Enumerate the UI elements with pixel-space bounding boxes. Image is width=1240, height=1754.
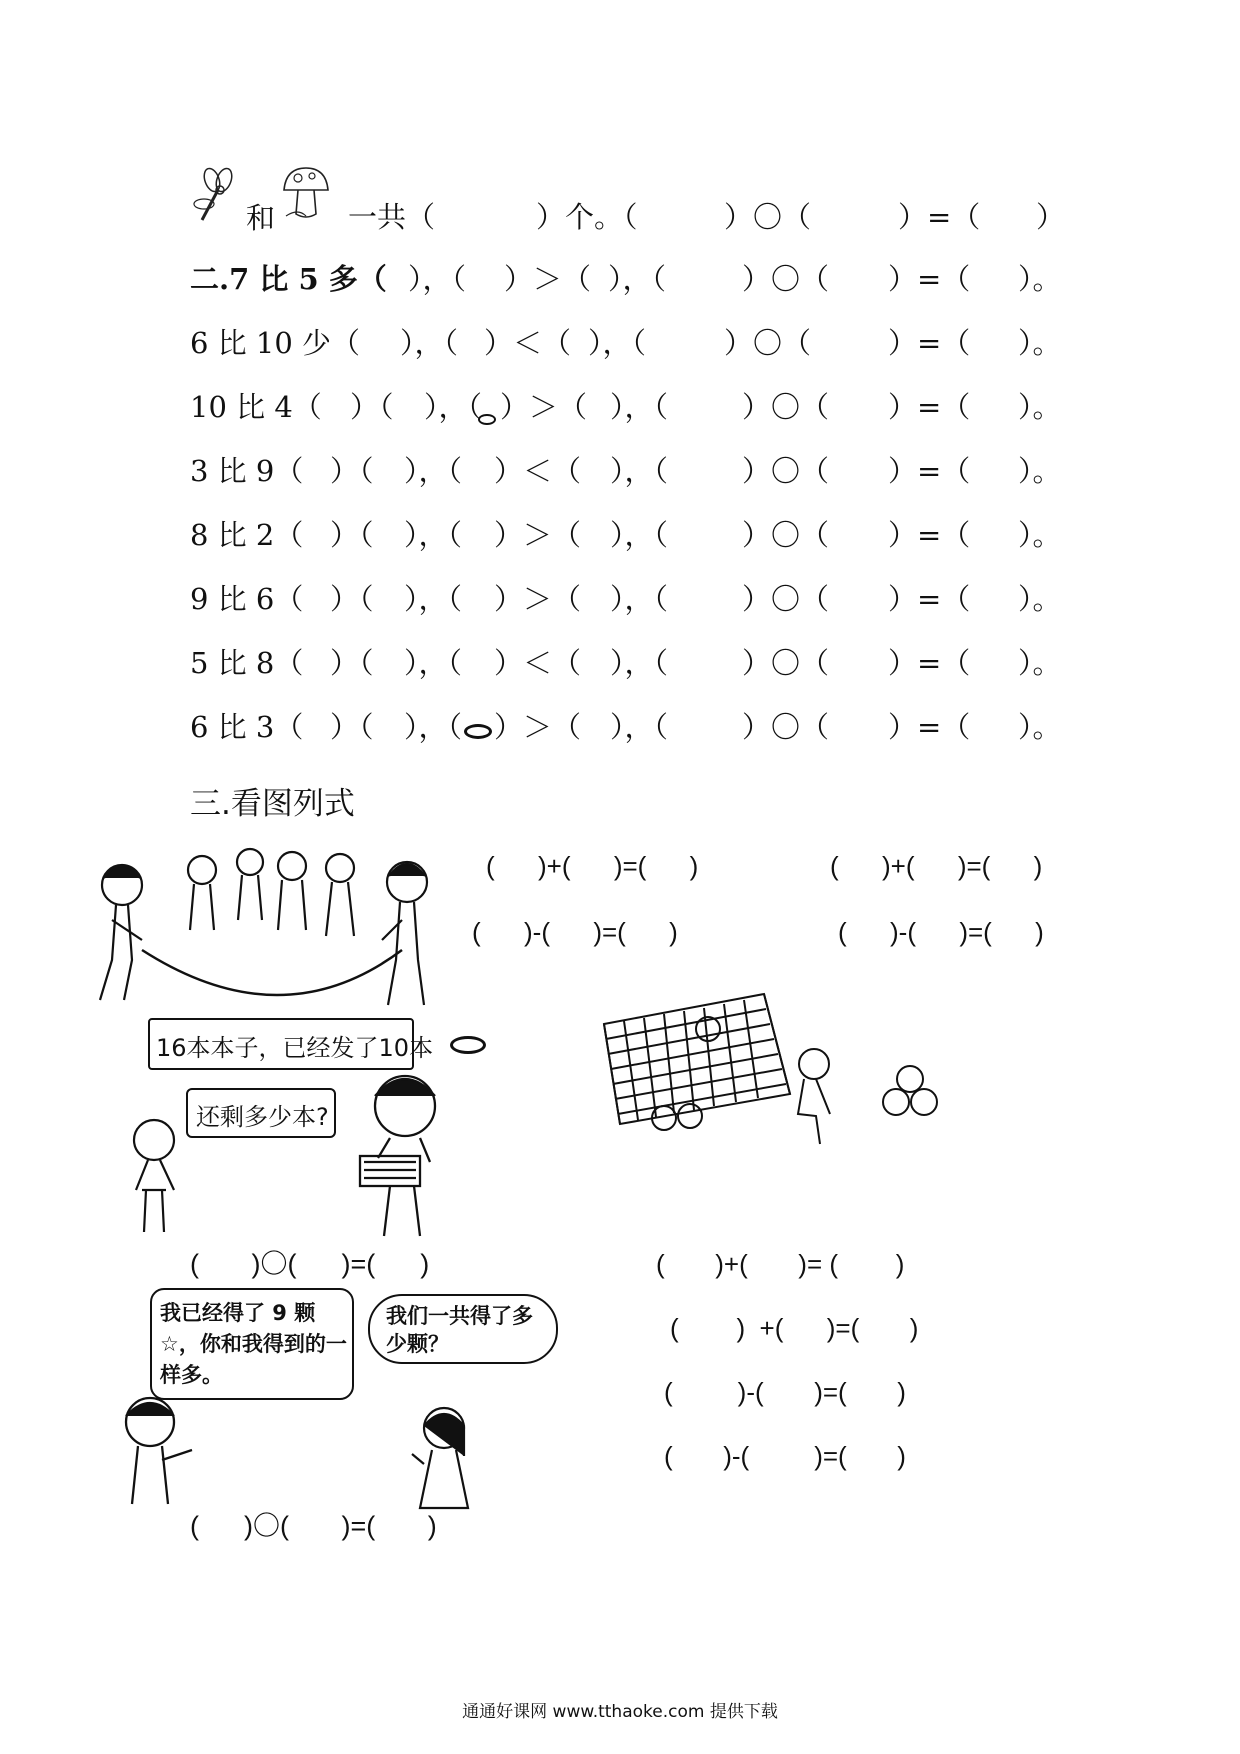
row-rel: ）＞（ xyxy=(494,582,582,616)
speech-bubble-question xyxy=(186,1088,336,1138)
row-op: ）〇（ xyxy=(742,582,830,616)
row-eq: ）=（ xyxy=(888,326,971,360)
row-eq: ）=（ xyxy=(888,710,971,744)
compare-row-1 xyxy=(0,254,1240,304)
and-text: 和 xyxy=(246,201,276,235)
girl-illustration xyxy=(410,1398,480,1508)
compare-row-8 xyxy=(0,702,1240,752)
rope-sub-left: ( )-( )=( ) xyxy=(472,917,678,947)
row-part2: ）（ xyxy=(330,518,374,552)
row-prefix: 3 比 9（ xyxy=(190,454,304,488)
equals-text: ）=（ xyxy=(898,200,981,234)
row-op: ）〇（ xyxy=(724,326,812,360)
row-eq: ）=（ xyxy=(888,454,971,488)
compare-row-2 xyxy=(0,318,1240,368)
blank-oval xyxy=(464,724,492,739)
jump-rope-illustration xyxy=(82,840,454,1010)
row-prefix: 10 比 4（ xyxy=(190,390,322,424)
row-end: ）。 xyxy=(1018,390,1062,424)
close-text: ） xyxy=(1036,200,1066,234)
row-part2: ），（ xyxy=(400,326,459,360)
row-part3: ），（ xyxy=(610,390,669,424)
speech-bubble-stars xyxy=(150,1288,354,1400)
row-end: ）。 xyxy=(1018,326,1062,360)
rope-add-left: ( )+( )=( ) xyxy=(486,851,699,881)
bubble-text: 还剩多少本? xyxy=(196,1103,329,1131)
row-part3: ），（ xyxy=(610,518,669,552)
row-part3: ），（ xyxy=(610,710,669,744)
row-prefix: 6 比 3（ xyxy=(190,710,304,744)
soccer-eq-1: ( )+( )= ( ) xyxy=(656,1249,905,1279)
row-part2: ）（ xyxy=(350,390,394,424)
row-eq: ）=（ xyxy=(888,518,971,552)
row-prefix: 6 比 10 少（ xyxy=(190,326,361,360)
row-rel: ）＞（ xyxy=(494,518,582,552)
boy-with-books-illustration xyxy=(350,1066,460,1244)
row-part2b: ），（ xyxy=(404,582,463,616)
rope-sub-right: ( )-( )=( ) xyxy=(838,917,1044,947)
row-end: ）。 xyxy=(1018,454,1062,488)
row-eq: ）=（ xyxy=(888,582,971,616)
row-part3: ），（ xyxy=(610,454,669,488)
row-part2: ）（ xyxy=(330,710,374,744)
soccer-eq-2: ( ) +( )=( ) xyxy=(670,1313,919,1343)
bubble-text: 16本本子，已经发了10本 xyxy=(156,1034,434,1062)
row-part2b: ），（ xyxy=(404,454,463,488)
row-part2b: ），（ xyxy=(404,646,463,680)
row-op: ）〇（ xyxy=(742,518,830,552)
row-rel: ）＞（ xyxy=(500,390,588,424)
compare-row-5 xyxy=(0,510,1240,560)
row-part2b: ），（ xyxy=(404,518,463,552)
compare-row-3 xyxy=(0,382,1240,432)
row-rel: ）＜（ xyxy=(494,646,582,680)
row-rel: ）＜（ xyxy=(484,326,572,360)
row-rel: ）＜（ xyxy=(494,454,582,488)
row-part2: ），（ xyxy=(408,262,467,296)
row-eq: ）=（ xyxy=(888,262,971,296)
blank-oval xyxy=(450,1036,486,1054)
row-eq: ）=（ xyxy=(888,646,971,680)
row-part3: ），（ xyxy=(610,646,669,680)
row-part2b: ），（ xyxy=(424,390,483,424)
row-part3: ），（ xyxy=(610,582,669,616)
soccer-goal-illustration xyxy=(594,984,956,1164)
row-end: ）。 xyxy=(1018,262,1062,296)
row-prefix: 5 比 8（ xyxy=(190,646,304,680)
row-part3: ），（ xyxy=(588,326,647,360)
row-part3: ），（ xyxy=(608,262,667,296)
small-boy-illustration xyxy=(118,1110,188,1238)
footer-text: 通通好课网 www.tthaoke.com 提供下载 xyxy=(462,1702,778,1722)
row-part2b: ），（ xyxy=(404,710,463,744)
row-eq: ）=（ xyxy=(888,390,971,424)
row-rel: ）＞（ xyxy=(504,262,592,296)
bubble-text: 我已经得了 9 颗☆，你和我得到的一样多。 xyxy=(160,1301,347,1387)
row-end: ）。 xyxy=(1018,518,1062,552)
notebook-equation: ( )〇( )=( ) xyxy=(190,1249,430,1279)
row-end: ）。 xyxy=(1018,710,1062,744)
row-part2: ）（ xyxy=(330,646,374,680)
speech-bubble-total xyxy=(368,1294,558,1364)
bubble-text: 我们一共得了多少颗？ xyxy=(386,1304,533,1356)
soccer-eq-3: ( )-( )=( ) xyxy=(664,1377,906,1407)
speech-bubble-notebooks xyxy=(148,1018,434,1070)
rope-add-right: ( )+( )=( ) xyxy=(830,851,1043,881)
row-prefix: 8 比 2（ xyxy=(190,518,304,552)
count-text: ）个。（ xyxy=(536,200,638,234)
compare-row-4 xyxy=(0,446,1240,496)
operator-text: ）〇（ xyxy=(724,200,812,234)
star-equation: ( )〇( )=( ) xyxy=(190,1511,437,1541)
boy-pointing-illustration xyxy=(112,1390,198,1508)
row-part2: ）（ xyxy=(330,454,374,488)
row-part2: ）（ xyxy=(330,582,374,616)
row-rel: ）＞（ xyxy=(494,710,582,744)
row-end: ）。 xyxy=(1018,582,1062,616)
blank-dot xyxy=(478,414,496,425)
row-op: ）〇（ xyxy=(742,646,830,680)
compare-row-7 xyxy=(0,638,1240,688)
row-prefix: 二.7 比 5 多（ xyxy=(190,262,387,296)
row-end: ）。 xyxy=(1018,646,1062,680)
row-op: ）〇（ xyxy=(742,710,830,744)
section-3-title: 三.看图列式 xyxy=(190,786,355,822)
row-op: ）〇（ xyxy=(742,262,830,296)
soccer-eq-4: ( )-( )=( ) xyxy=(664,1441,906,1471)
row-op: ）〇（ xyxy=(742,390,830,424)
total-text: 一共（ xyxy=(348,200,436,234)
first-line xyxy=(0,192,1240,242)
compare-row-6 xyxy=(0,574,1240,624)
row-prefix: 9 比 6（ xyxy=(190,582,304,616)
row-op: ）〇（ xyxy=(742,454,830,488)
